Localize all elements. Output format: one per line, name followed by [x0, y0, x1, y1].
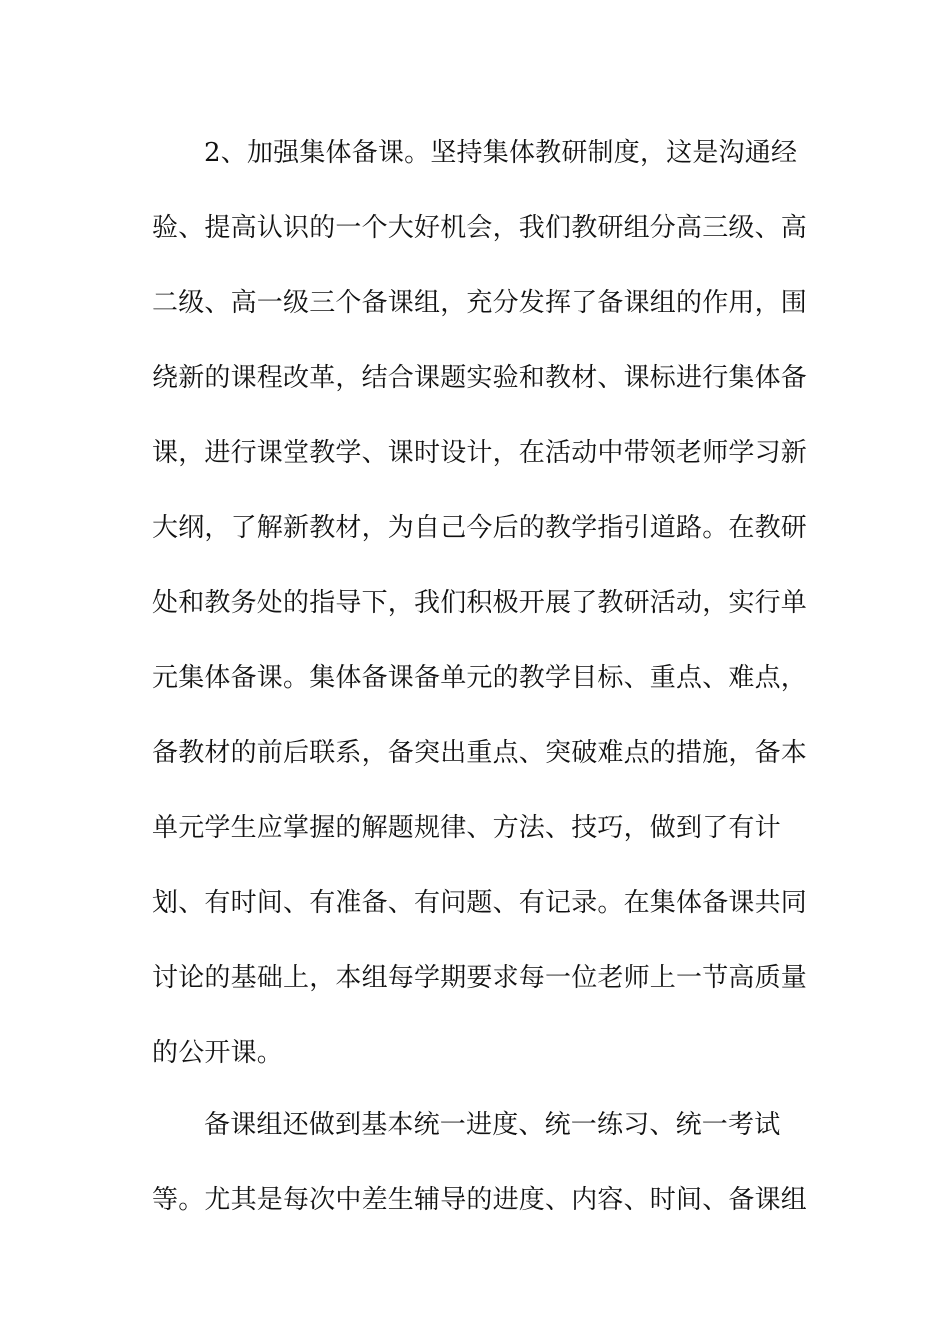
text-line: 验、提高认识的一个大好机会，我们教研组分高三级、高 — [152, 213, 808, 243]
text-line: 课，进行课堂教学、课时设计，在活动中带领老师学习新 — [152, 438, 808, 468]
text-line: 2、加强集体备课。坚持集体教研制度，这是沟通经 — [204, 138, 798, 168]
text-line: 单元学生应掌握的解题规律、方法、技巧，做到了有计 — [152, 813, 781, 843]
text-line: 二级、高一级三个备课组，充分发挥了备课组的作用，围 — [152, 288, 808, 318]
text-line: 处和教务处的指导下，我们积极开展了教研活动，实行单 — [152, 588, 808, 618]
text-line: 讨论的基础上，本组每学期要求每一位老师上一节高质量 — [152, 963, 808, 993]
text-line: 大纲，了解新教材，为自己今后的教学指引道路。在教研 — [152, 513, 808, 543]
paragraph-collective-lesson-prep — [152, 116, 808, 1091]
text-line: 划、有时间、有准备、有问题、有记录。在集体备课共同 — [152, 888, 808, 918]
text-line: 备教材的前后联系，备突出重点、突破难点的措施，备本 — [152, 738, 808, 768]
paragraph-unified-progress — [152, 1088, 808, 1238]
text-line: 的公开课。 — [152, 1038, 284, 1068]
text-line: 元集体备课。集体备课备单元的教学目标、重点、难点， — [152, 663, 808, 693]
text-line: 绕新的课程改革，结合课题实验和教材、课标进行集体备 — [152, 363, 808, 393]
text-line: 等。尤其是每次中差生辅导的进度、内容、时间、备课组 — [152, 1185, 808, 1215]
text-line: 备课组还做到基本统一进度、统一练习、统一考试 — [204, 1110, 781, 1140]
